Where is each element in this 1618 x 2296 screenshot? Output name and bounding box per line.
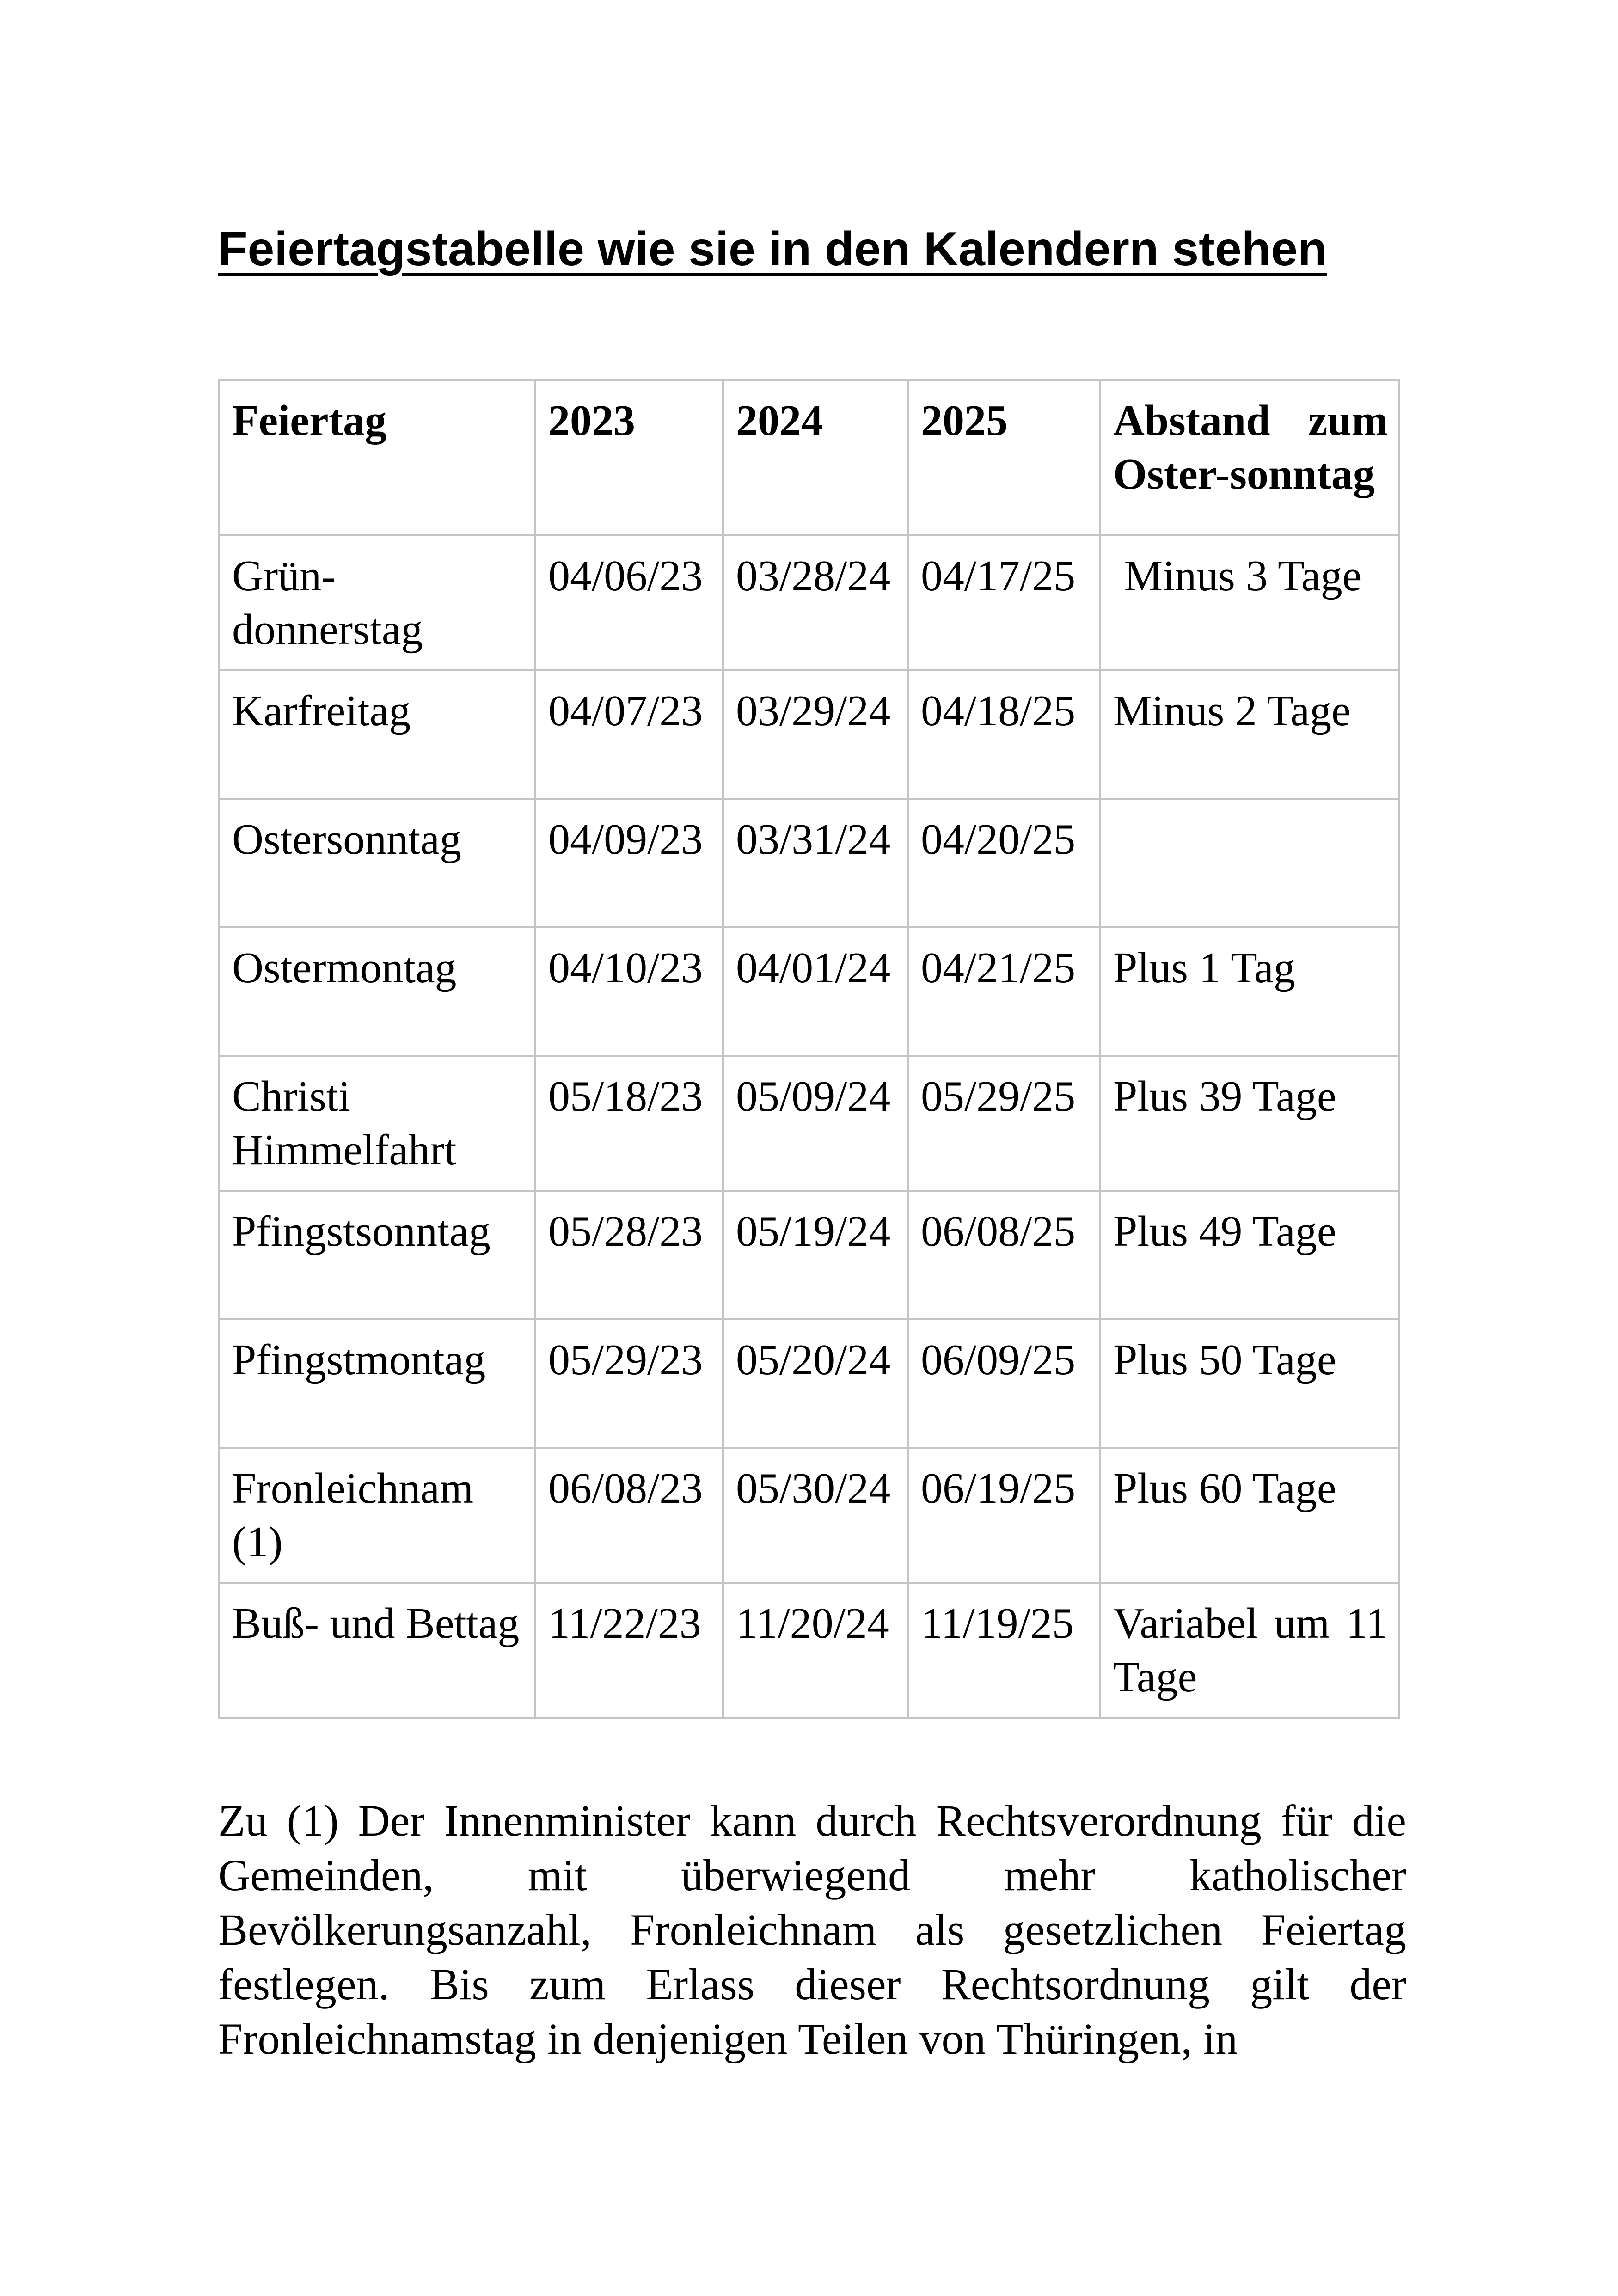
holiday-name: Pfingstmontag bbox=[219, 1319, 535, 1448]
page-title: Feiertagstabelle wie sie in den Kalendern stehen bbox=[218, 222, 1327, 276]
offset-easter: Minus 3 Tage bbox=[1100, 535, 1399, 670]
date-2024: 03/28/24 bbox=[723, 535, 908, 670]
header-2023: 2023 bbox=[535, 380, 723, 535]
holiday-name: Pfingstsonntag bbox=[219, 1191, 535, 1319]
date-2023: 05/29/23 bbox=[535, 1319, 723, 1448]
date-2023: 11/22/23 bbox=[535, 1583, 723, 1718]
holiday-name: Grün-donnerstag bbox=[219, 535, 535, 670]
holiday-name: Ostermontag bbox=[219, 927, 535, 1056]
date-2024: 04/01/24 bbox=[723, 927, 908, 1056]
date-2024: 05/20/24 bbox=[723, 1319, 908, 1448]
holiday-name: Karfreitag bbox=[219, 670, 535, 799]
table-row bbox=[219, 927, 1399, 1056]
date-2023: 05/18/23 bbox=[535, 1056, 723, 1191]
date-2023: 04/10/23 bbox=[535, 927, 723, 1056]
date-2024: 03/31/24 bbox=[723, 799, 908, 927]
offset-easter: Variabel um 11 Tage bbox=[1100, 1583, 1399, 1718]
date-2025: 04/20/25 bbox=[908, 799, 1100, 927]
date-2025: 04/18/25 bbox=[908, 670, 1100, 799]
table-row bbox=[219, 670, 1399, 799]
date-2025: 04/21/25 bbox=[908, 927, 1100, 1056]
date-2024: 05/30/24 bbox=[723, 1448, 908, 1583]
header-abstand: Abstand zum Oster-sonntag bbox=[1100, 380, 1399, 535]
table-row bbox=[219, 1583, 1399, 1718]
date-2024: 05/19/24 bbox=[723, 1191, 908, 1319]
header-feiertag: Feiertag bbox=[219, 380, 535, 535]
table-row bbox=[219, 1448, 1399, 1583]
table-row bbox=[219, 1191, 1399, 1319]
offset-easter bbox=[1100, 799, 1399, 927]
offset-easter: Minus 2 Tage bbox=[1100, 670, 1399, 799]
date-2025: 06/19/25 bbox=[908, 1448, 1100, 1583]
date-2023: 04/06/23 bbox=[535, 535, 723, 670]
date-2025: 05/29/25 bbox=[908, 1056, 1100, 1191]
table-header-row bbox=[219, 380, 1399, 535]
date-2025: 04/17/25 bbox=[908, 535, 1100, 670]
holiday-name: Fronleichnam (1) bbox=[219, 1448, 535, 1583]
date-2024: 03/29/24 bbox=[723, 670, 908, 799]
offset-easter: Plus 60 Tage bbox=[1100, 1448, 1399, 1583]
table-row bbox=[219, 535, 1399, 670]
table-row bbox=[219, 799, 1399, 927]
date-2024: 05/09/24 bbox=[723, 1056, 908, 1191]
date-2023: 04/09/23 bbox=[535, 799, 723, 927]
offset-easter: Plus 50 Tage bbox=[1100, 1319, 1399, 1448]
date-2025: 06/09/25 bbox=[908, 1319, 1100, 1448]
offset-easter: Plus 1 Tag bbox=[1100, 927, 1399, 1056]
offset-easter: Plus 49 Tage bbox=[1100, 1191, 1399, 1319]
offset-easter: Plus 39 Tage bbox=[1100, 1056, 1399, 1191]
date-2025: 06/08/25 bbox=[908, 1191, 1100, 1319]
table-row bbox=[219, 1319, 1399, 1448]
date-2025: 11/19/25 bbox=[908, 1583, 1100, 1718]
date-2024: 11/20/24 bbox=[723, 1583, 908, 1718]
holiday-name: Ostersonntag bbox=[219, 799, 535, 927]
date-2023: 04/07/23 bbox=[535, 670, 723, 799]
date-2023: 05/28/23 bbox=[535, 1191, 723, 1319]
footnote-paragraph: Zu (1) Der Innenminister kann durch Rechtsverordnung für die Gemeinden, mit überwiegend mehr katholischer Bevölkerungsanzahl, Fronleichnam als gesetzlichen Feiertag festlegen. Bis zum Erlass dieser Rechtsordnung gilt der Fronleichnamstag in denjenigen Teilen von Thüringen, in bbox=[218, 1796, 1406, 2063]
table-row bbox=[219, 1056, 1399, 1191]
holiday-name: Christi Himmelfahrt bbox=[219, 1056, 535, 1191]
holiday-table bbox=[218, 379, 1400, 1719]
holiday-name: Buß- und Bettag bbox=[219, 1583, 535, 1718]
header-2024: 2024 bbox=[723, 380, 908, 535]
header-2025: 2025 bbox=[908, 380, 1100, 535]
date-2023: 06/08/23 bbox=[535, 1448, 723, 1583]
